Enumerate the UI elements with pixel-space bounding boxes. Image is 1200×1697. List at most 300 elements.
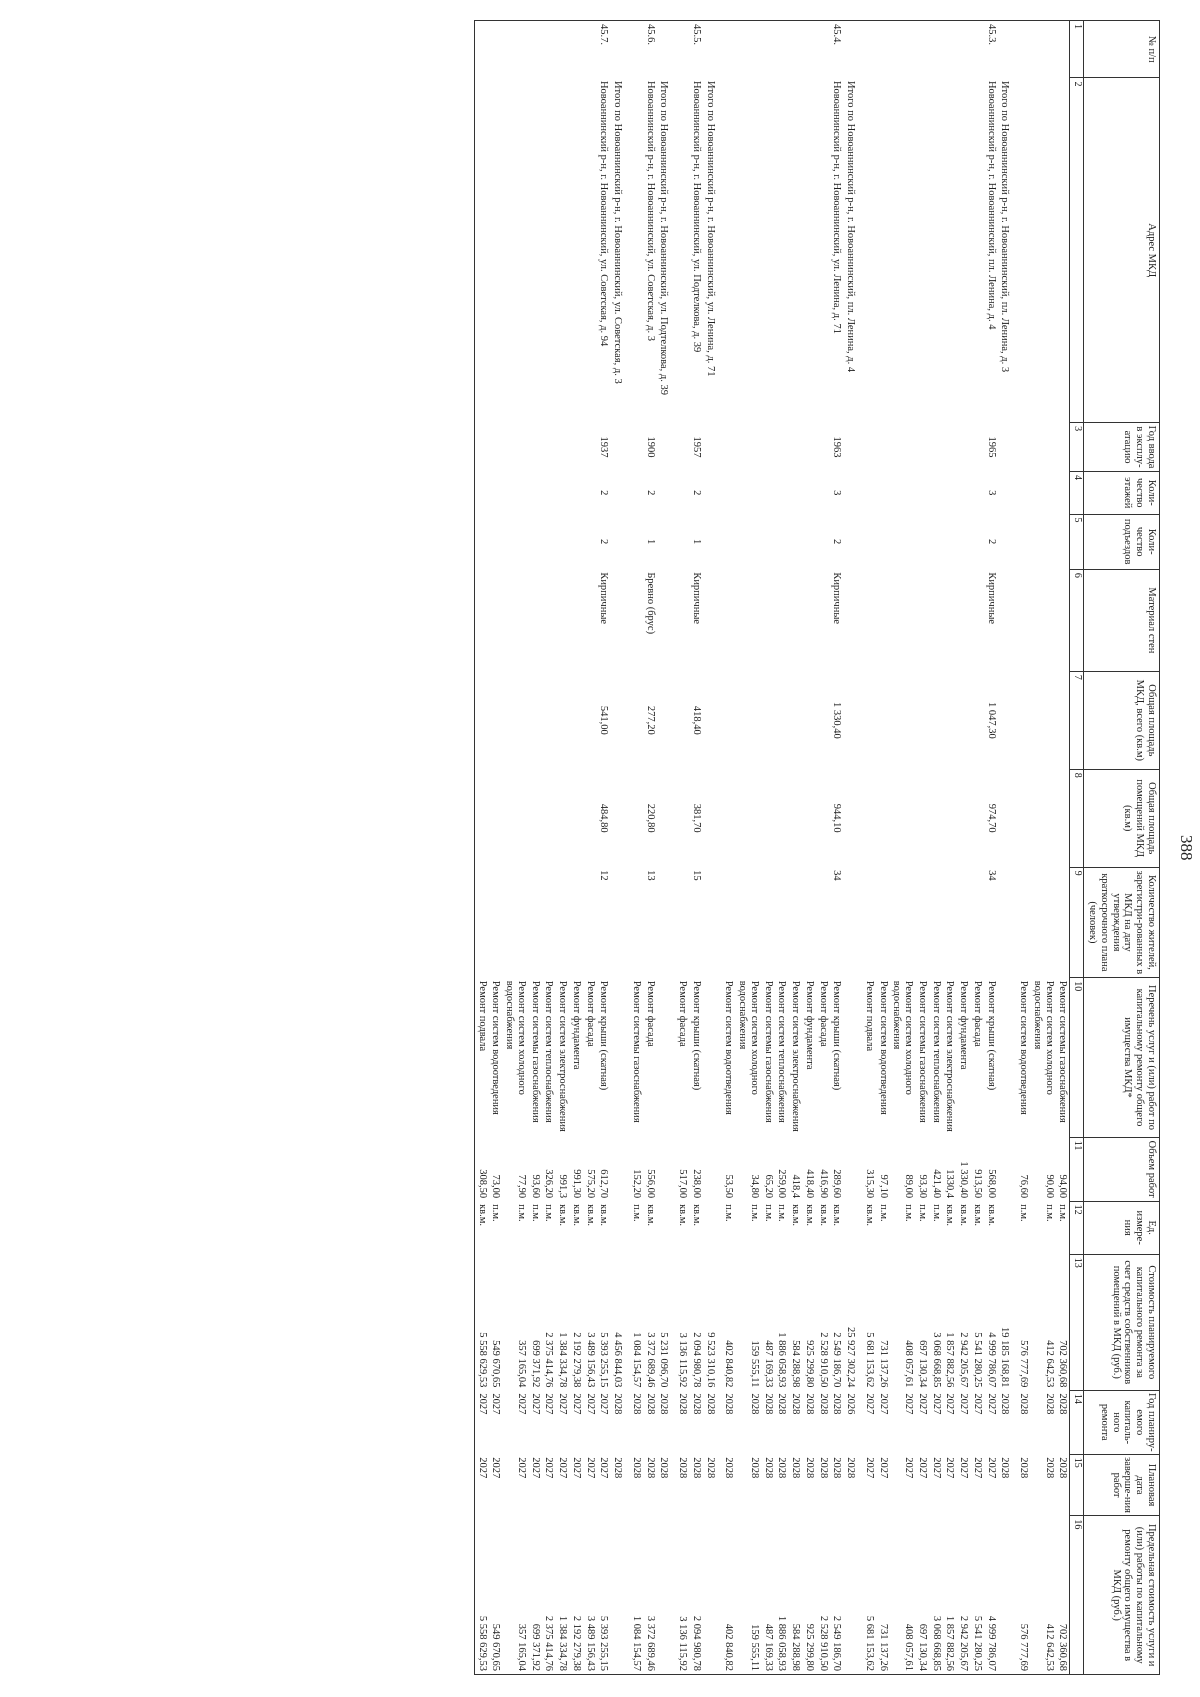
completion-date-cell: 2027: [584, 1457, 596, 1479]
repair-year-cell: 2028: [749, 1393, 760, 1415]
unit-cell: [657, 1201, 676, 1254]
cost-cell: 5 541 280,25: [972, 1332, 983, 1388]
entrances-cell: [1030, 514, 1056, 569]
address-cell: [503, 78, 529, 423]
volume-cell: 418,4: [790, 1174, 802, 1199]
year-built-cell: [862, 423, 876, 472]
table-row: [542, 21, 556, 1675]
residents-cell: [862, 867, 876, 978]
column-number: 1: [1070, 21, 1084, 78]
volume-cell: 93,60: [529, 1174, 541, 1199]
premises-area-cell: [998, 769, 1017, 867]
address-cell: [761, 78, 775, 423]
total-row: [611, 21, 630, 1675]
repair-year-cell: 2028: [631, 1393, 642, 1415]
volume-cell: 289,60: [831, 1169, 843, 1199]
total-area-cell: [542, 671, 556, 769]
entrances-cell: 1: [691, 539, 702, 545]
cost-cell: 1 084 154,57: [631, 1332, 642, 1388]
total-area-cell: [844, 671, 863, 769]
year-built-cell: [556, 423, 570, 472]
premises-area-cell: [676, 769, 690, 867]
address-cell: [528, 78, 542, 423]
total-area-cell: [703, 671, 722, 769]
total-area-cell: [862, 671, 876, 769]
row-number: [862, 21, 876, 78]
completion-date-cell: 2027: [877, 1457, 889, 1479]
max-cost-cell: 4 999 786,07: [984, 1516, 998, 1675]
max-cost-cell: 5 558 629,53: [475, 1516, 489, 1675]
table-row: [597, 21, 611, 1675]
volume-cell: 575,20: [584, 1169, 596, 1199]
cost-cell: 3 136 115,92: [677, 1332, 689, 1388]
floors-cell: [761, 471, 775, 514]
completion-date-cell: 2027: [557, 1457, 569, 1479]
address-cell: Новоаннинский р-н, г. Новоаннинский, ул. Советская, д. 94: [598, 80, 610, 347]
residents-cell: [722, 867, 736, 978]
entrances-cell: [943, 514, 957, 569]
address-cell: [676, 78, 690, 423]
column-number: 13: [1070, 1254, 1084, 1390]
unit-cell: [844, 1201, 863, 1254]
max-cost-cell: 584 288,98: [789, 1516, 803, 1675]
address-cell: [722, 78, 736, 423]
total-area-cell: 541,00: [598, 705, 610, 735]
residents-cell: [556, 867, 570, 978]
floors-cell: [802, 471, 816, 514]
max-cost-cell: 702 360,68: [1056, 1516, 1070, 1675]
cost-cell: 731 137,26: [877, 1340, 889, 1388]
address-cell: Итого по Новоаннинский р-н, г. Новоаннинский, пл. Ленина, д. 4: [845, 80, 857, 373]
wall-material-cell: [736, 569, 762, 671]
residents-cell: [998, 867, 1017, 978]
cost-cell: 2 942 205,67: [958, 1332, 970, 1388]
work-type-cell: Ремонт фасада: [584, 980, 596, 1047]
cost-cell: 3 068 668,85: [930, 1332, 942, 1388]
entrances-cell: [915, 514, 929, 569]
max-cost-cell: 697 130,34: [915, 1516, 929, 1675]
year-built-cell: [816, 423, 830, 472]
floors-cell: [503, 471, 529, 514]
wall-material-cell: [862, 569, 876, 671]
completion-date-cell: 2028: [691, 1457, 702, 1479]
cost-cell: 3 372 689,46: [644, 1332, 656, 1388]
total-area-cell: [475, 671, 489, 769]
address-cell: [789, 78, 803, 423]
premises-area-cell: [489, 769, 503, 867]
completion-date-cell: 2027: [958, 1457, 970, 1479]
repair-year-cell: 2027: [516, 1393, 527, 1415]
table-row: [475, 21, 489, 1675]
floors-cell: [789, 471, 803, 514]
repair-year-cell: 2026: [845, 1393, 857, 1415]
total-area-cell: [528, 671, 542, 769]
table-row: [569, 21, 583, 1675]
address-cell: [775, 78, 789, 423]
premises-area-cell: [611, 769, 630, 867]
premises-area-cell: [528, 769, 542, 867]
repair-year-cell: 2028: [658, 1393, 670, 1415]
table-row: [761, 21, 775, 1675]
row-number: [475, 21, 489, 78]
volume-cell: 612,70: [598, 1169, 610, 1199]
entrances-cell: [929, 514, 943, 569]
work-type-cell: Ремонт систем теплоснабжения: [543, 980, 555, 1123]
wall-material-cell: [489, 569, 503, 671]
address-cell: [542, 78, 556, 423]
volume-cell: 259,00: [776, 1169, 788, 1199]
floors-cell: [998, 471, 1017, 514]
entrances-cell: 1: [644, 539, 656, 545]
completion-date-cell: 2028: [723, 1457, 735, 1479]
completion-date-cell: 2028: [1057, 1457, 1069, 1479]
column-number: 9: [1070, 867, 1084, 978]
wall-material-cell: [556, 569, 570, 671]
work-type-cell: Ремонт системы газоснабжения: [631, 980, 642, 1123]
row-number: 45.4.: [830, 21, 844, 78]
unit-cell: кв.м.: [944, 1204, 956, 1227]
volume-cell: 991,30: [571, 1169, 582, 1199]
row-number: [611, 21, 630, 78]
floors-cell: [943, 471, 957, 514]
wall-material-cell: [583, 569, 597, 671]
completion-date-cell: 2027: [972, 1457, 983, 1479]
year-built-cell: [890, 423, 916, 472]
unit-cell: кв.м.: [584, 1204, 596, 1227]
column-number: 7: [1070, 671, 1084, 769]
column-number: 10: [1070, 978, 1084, 1138]
entrances-cell: [1056, 514, 1070, 569]
wall-material-cell: [890, 569, 916, 671]
residents-cell: [676, 867, 690, 978]
address-cell: [629, 78, 643, 423]
unit-cell: п.м.: [877, 1204, 889, 1222]
entrances-cell: [722, 514, 736, 569]
cost-cell: 408 057,61: [903, 1340, 915, 1388]
total-row: [998, 21, 1017, 1675]
repair-year-cell: 2027: [584, 1393, 596, 1415]
address-cell: [929, 78, 943, 423]
address-cell: [970, 78, 984, 423]
entrances-cell: [569, 514, 583, 569]
max-cost-cell: 5 393 255,15: [597, 1516, 611, 1675]
unit-cell: кв.м.: [691, 1204, 702, 1227]
volume-cell: 90,00: [1043, 1174, 1055, 1199]
unit-cell: кв.м.: [677, 1204, 689, 1227]
volume-cell: [611, 1137, 630, 1201]
max-cost-cell: 3 489 156,43: [583, 1516, 597, 1675]
wall-material-cell: [1030, 569, 1056, 671]
wall-material-cell: [761, 569, 775, 671]
capital-repair-table: [474, 20, 1160, 1675]
residents-cell: [943, 867, 957, 978]
wall-material-cell: [929, 569, 943, 671]
cost-cell: 702 360,68: [1057, 1340, 1069, 1388]
address-cell: [802, 78, 816, 423]
volume-cell: 326,20: [543, 1169, 555, 1199]
work-type-cell: Ремонт фундамента: [958, 980, 970, 1070]
unit-cell: кв.м.: [804, 1204, 815, 1227]
work-type-cell: Ремонт фундамента: [571, 980, 582, 1070]
year-built-cell: [703, 423, 722, 472]
table-row: [775, 21, 789, 1675]
unit-cell: п.м.: [543, 1204, 555, 1222]
completion-date-cell: 2027: [944, 1457, 956, 1479]
premises-area-cell: [556, 769, 570, 867]
residents-cell: [503, 867, 529, 978]
unit-cell: п.м.: [490, 1204, 502, 1222]
repair-year-cell: 2027: [543, 1393, 555, 1415]
cost-cell: 5 231 096,70: [658, 1332, 670, 1388]
premises-area-cell: [876, 769, 890, 867]
volume-cell: 34,80: [749, 1174, 760, 1199]
cost-cell: 576 777,69: [1018, 1340, 1030, 1388]
wall-material-cell: [1017, 569, 1031, 671]
table-row: [643, 21, 657, 1675]
work-type-cell: Ремонт системы газоснабжения: [762, 980, 774, 1123]
floors-cell: [736, 471, 762, 514]
page-number: 388: [1177, 835, 1196, 861]
residents-cell: [475, 867, 489, 978]
row-number: [1056, 21, 1070, 78]
residents-cell: [629, 867, 643, 978]
work-type-cell: [657, 978, 676, 1138]
total-area-cell: 277,20: [644, 705, 656, 735]
max-cost-cell: 1 857 882,56: [943, 1516, 957, 1675]
header-cell: Количество жителей, зарегистри-рованных в МКД на дату утверждения краткосрочного плана (человек): [1084, 867, 1160, 978]
residents-cell: [657, 867, 676, 978]
completion-date-cell: 2027: [475, 1454, 489, 1516]
header-cell: Адрес МКД: [1084, 78, 1160, 423]
residents-cell: [970, 867, 984, 978]
unit-cell: п.м.: [1057, 1204, 1069, 1222]
year-built-cell: [775, 423, 789, 472]
wall-material-cell: [503, 569, 529, 671]
volume-cell: 89,00: [903, 1174, 915, 1199]
column-number: 15: [1070, 1454, 1084, 1516]
max-cost-cell: 2 942 205,67: [957, 1516, 971, 1675]
max-cost-cell: [844, 1516, 863, 1675]
premises-area-cell: [970, 769, 984, 867]
work-type-cell: Ремонт фасада: [972, 980, 983, 1047]
total-area-cell: [816, 671, 830, 769]
residents-cell: [1030, 867, 1056, 978]
row-number: 45.6.: [643, 21, 657, 78]
residents-cell: [816, 867, 830, 978]
work-type-cell: Ремонт систем электроснабжения: [944, 980, 956, 1132]
entrances-cell: [816, 514, 830, 569]
cost-cell: 2 549 186,70: [831, 1332, 843, 1388]
floors-cell: [583, 471, 597, 514]
address-cell: Итого по Новоаннинский р-н, г. Новоаннинский, ул. Ленина, д. 71: [704, 80, 716, 377]
max-cost-cell: 1 084 154,57: [629, 1516, 643, 1675]
work-type-cell: Ремонт фундамента: [804, 980, 815, 1070]
table-row: [1030, 21, 1056, 1675]
table-row: [583, 21, 597, 1675]
table-row: [862, 21, 876, 1675]
row-number: [583, 21, 597, 78]
work-type-cell: Ремонт систем водоотведения: [877, 980, 889, 1115]
unit-cell: [998, 1201, 1017, 1254]
completion-date-cell: 2028: [749, 1457, 760, 1479]
volume-cell: 65,20: [762, 1174, 774, 1199]
cost-cell: 2 192 279,38: [571, 1332, 582, 1388]
completion-date-cell: 2028: [1043, 1457, 1055, 1479]
year-built-cell: [676, 423, 690, 472]
work-type-cell: Ремонт систем теплоснабжения: [930, 980, 942, 1123]
total-row: [657, 21, 676, 1675]
unit-cell: кв.м.: [864, 1204, 875, 1227]
work-type-cell: Ремонт систем электроснабжения: [557, 980, 569, 1132]
cost-cell: 402 840,82: [723, 1340, 735, 1388]
floors-cell: [569, 471, 583, 514]
year-built-cell: 1900: [644, 436, 656, 458]
max-cost-cell: 487 169,33: [761, 1516, 775, 1675]
completion-date-cell: 2027: [917, 1457, 928, 1479]
column-number: 16: [1070, 1516, 1084, 1675]
entrances-cell: [583, 514, 597, 569]
table-row: [528, 21, 542, 1675]
repair-year-cell: 2027: [864, 1393, 875, 1415]
premises-area-cell: [583, 769, 597, 867]
repair-year-cell: 2028: [817, 1393, 829, 1415]
total-row: [844, 21, 863, 1675]
work-type-cell: Ремонт систем холодного водоснабжения: [504, 980, 527, 1095]
work-type-cell: Ремонт крыши (скатная): [691, 980, 702, 1091]
floors-cell: [890, 471, 916, 514]
wall-material-cell: Кирпичные: [598, 572, 610, 625]
volume-cell: 315,30: [864, 1169, 875, 1199]
completion-date-cell: 2027: [903, 1457, 915, 1479]
table-row: [943, 21, 957, 1675]
premises-area-cell: [1056, 769, 1070, 867]
premises-area-cell: [703, 769, 722, 867]
row-number: [736, 21, 762, 78]
table-row: [830, 21, 844, 1675]
entrances-cell: [998, 514, 1017, 569]
table-row: [1056, 21, 1070, 1675]
year-built-cell: [998, 423, 1017, 472]
premises-area-cell: [844, 769, 863, 867]
row-number: [722, 21, 736, 78]
year-built-cell: [957, 423, 971, 472]
row-number: 45.5.: [689, 21, 703, 78]
max-cost-cell: 412 642,53: [1030, 1516, 1056, 1675]
address-cell: [556, 78, 570, 423]
unit-cell: [703, 1201, 722, 1254]
wall-material-cell: Бревно (брус): [644, 572, 656, 635]
entrances-cell: [657, 514, 676, 569]
wall-material-cell: [957, 569, 971, 671]
column-number: 3: [1070, 423, 1084, 472]
year-built-cell: [503, 423, 529, 472]
work-type-cell: Ремонт систем холодного водоснабжения: [737, 980, 760, 1095]
address-cell: Итого по Новоаннинский р-н, г. Новоаннинский, ул. Советская, д. 3: [612, 80, 624, 384]
address-cell: [1017, 78, 1031, 423]
unit-cell: п.м.: [723, 1204, 735, 1222]
premises-area-cell: [629, 769, 643, 867]
wall-material-cell: [998, 569, 1017, 671]
completion-date-cell: 2028: [658, 1457, 670, 1479]
repair-year-cell: 2028: [1043, 1393, 1055, 1415]
year-built-cell: [542, 423, 556, 472]
residents-cell: 34: [831, 870, 843, 881]
entrances-cell: 2: [831, 539, 843, 545]
entrances-cell: [489, 514, 503, 569]
year-built-cell: [802, 423, 816, 472]
table-row: [676, 21, 690, 1675]
volume-cell: 991,3: [557, 1174, 569, 1199]
premises-area-cell: 381,70: [691, 803, 702, 833]
work-type-cell: Ремонт систем водоотведения: [1018, 980, 1030, 1115]
year-built-cell: [475, 423, 489, 472]
floors-cell: [611, 471, 630, 514]
entrances-cell: [611, 514, 630, 569]
unit-cell: п.м.: [516, 1204, 527, 1222]
wall-material-cell: [943, 569, 957, 671]
table-row: [689, 21, 703, 1675]
header-cell: Год ввода в эксплу-атацию: [1084, 423, 1160, 472]
premises-area-cell: [1017, 769, 1031, 867]
entrances-cell: [1017, 514, 1031, 569]
header-cell: Общая площадь помещений МКД (кв.м): [1084, 769, 1160, 867]
address-cell: [915, 78, 929, 423]
header-cell: Коли-чество подъездов: [1084, 514, 1160, 569]
repair-year-cell: 2027: [972, 1393, 983, 1415]
completion-date-cell: 2028: [1018, 1457, 1030, 1479]
cost-cell: 2 528 910,50: [817, 1332, 829, 1388]
work-type-cell: Ремонт систем водоотведения: [723, 980, 735, 1115]
volume-cell: 556,00: [644, 1169, 656, 1199]
table-body: [475, 21, 1071, 1675]
repair-year-cell: 2028: [644, 1393, 656, 1415]
wall-material-cell: [789, 569, 803, 671]
address-cell: Новоаннинский р-н, г. Новоаннинский, пл. Ленина, д. 4: [985, 80, 997, 330]
floors-cell: [862, 471, 876, 514]
max-cost-cell: [998, 1516, 1017, 1675]
premises-area-cell: 974,70: [985, 803, 997, 833]
completion-date-cell: 2028: [845, 1457, 857, 1479]
repair-year-cell: 2028: [804, 1393, 815, 1415]
total-area-cell: [998, 671, 1017, 769]
entrances-cell: [890, 514, 916, 569]
work-type-cell: Ремонт фасада: [677, 980, 689, 1047]
max-cost-cell: [703, 1516, 722, 1675]
year-built-cell: 1937: [598, 436, 610, 458]
entrances-cell: [629, 514, 643, 569]
year-built-cell: [1056, 423, 1070, 472]
repair-year-cell: 2028: [691, 1393, 702, 1415]
wall-material-cell: [611, 569, 630, 671]
floors-cell: [876, 471, 890, 514]
unit-cell: п.м.: [1018, 1204, 1030, 1222]
address-cell: Итого по Новоаннинский р-н, г. Новоаннинский, ул. Подтелкова, д. 39: [658, 80, 670, 395]
completion-date-cell: 2028: [776, 1457, 788, 1479]
floors-cell: [489, 471, 503, 514]
total-area-cell: [1030, 671, 1056, 769]
volume-cell: 152,20: [631, 1169, 642, 1199]
floors-cell: [929, 471, 943, 514]
floors-cell: 3: [831, 490, 843, 496]
max-cost-cell: 2 528 910,50: [816, 1516, 830, 1675]
repair-year-cell: 2028: [762, 1393, 774, 1415]
residents-cell: [703, 867, 722, 978]
row-number: [789, 21, 803, 78]
completion-date-cell: 2028: [631, 1457, 642, 1479]
repair-year-cell: 2028: [612, 1393, 624, 1415]
residents-cell: [957, 867, 971, 978]
address-cell: [890, 78, 916, 423]
